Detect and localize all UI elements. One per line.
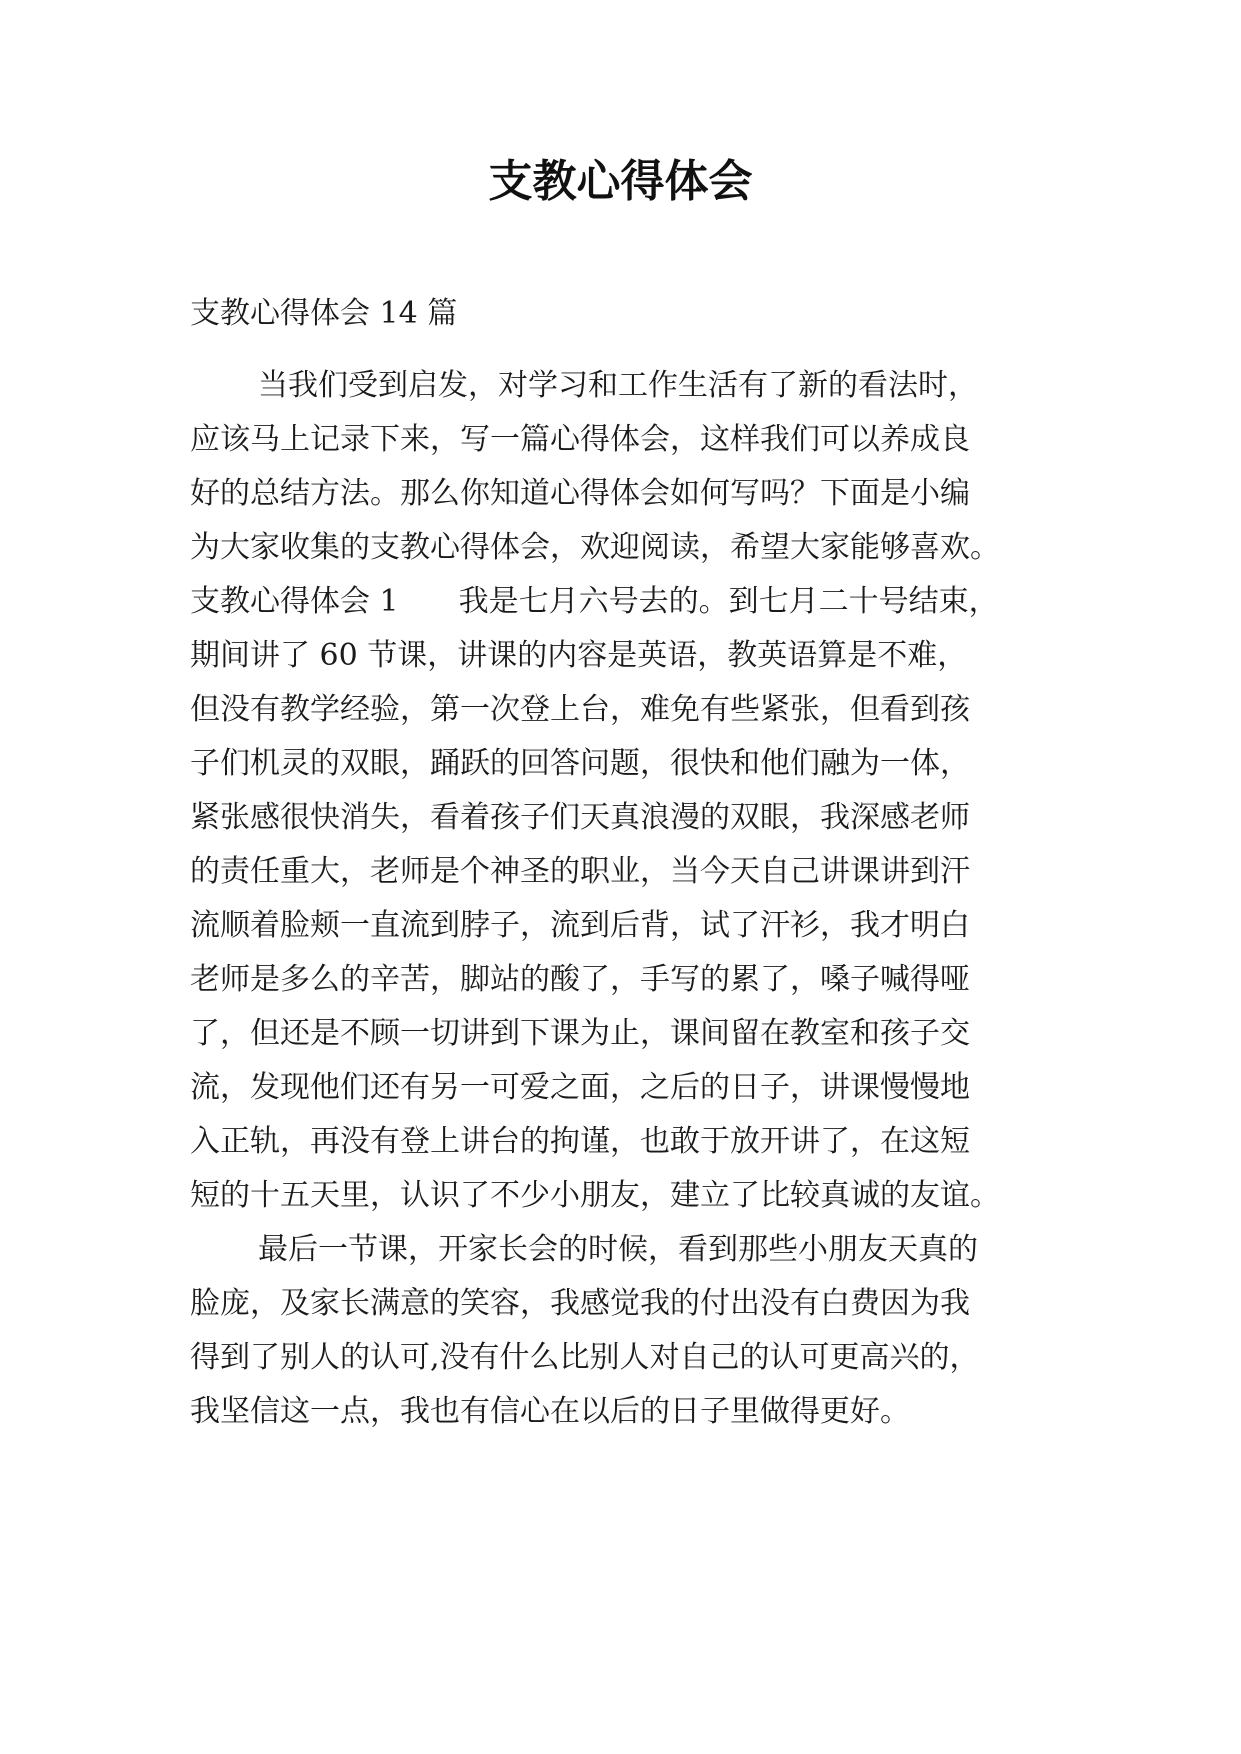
document-subtitle: 支教心得体会 14 篇 (190, 296, 458, 331)
paragraph-line: 最后一节课，开家长会的时候，看到那些小朋友天真的 (258, 1232, 978, 1267)
paragraph-line: 好的总结方法。那么你知道心得体会如何写吗？下面是小编 (190, 476, 970, 511)
paragraph-line: 脸庞，及家长满意的笑容，我感觉我的付出没有白费因为我 (190, 1286, 970, 1321)
paragraph-line: 老师是多么的辛苦，脚站的酸了，手写的累了，嗓子喊得哑 (190, 962, 970, 997)
paragraph-line: 紧张感很快消失，看着孩子们天真浪漫的双眼，我深感老师 (190, 800, 970, 835)
paragraph-line: 应该马上记录下来，写一篇心得体会，这样我们可以养成良 (190, 422, 970, 457)
paragraph-line: 当我们受到启发，对学习和工作生活有了新的看法时， (258, 368, 978, 403)
paragraph-line: 入正轨，再没有登上讲台的拘谨，也敢于放开讲了，在这短 (190, 1124, 970, 1159)
paragraph-line: 期间讲了 60 节课，讲课的内容是英语，教英语算是不难， (190, 638, 968, 673)
paragraph-line: 得到了别人的认可,没有什么比别人对自己的认可更高兴的， (190, 1340, 980, 1375)
paragraph-line: 为大家收集的支教心得体会，欢迎阅读，希望大家能够喜欢。 (190, 530, 1000, 565)
paragraph-line: 短的十五天里，认识了不少小朋友，建立了比较真诚的友谊。 (190, 1178, 1000, 1213)
page-title: 支教心得体会 (488, 156, 753, 207)
paragraph-line: 子们机灵的双眼，踊跃的回答问题，很快和他们融为一体， (190, 746, 970, 781)
paragraph-line: 支教心得体会 1 我是七月六号去的。到七月二十号结束， (190, 584, 999, 619)
paragraph-line: 我坚信这一点，我也有信心在以后的日子里做得更好。 (190, 1394, 910, 1429)
paragraph-line: 了，但还是不顾一切讲到下课为止，课间留在教室和孩子交 (190, 1016, 970, 1051)
paragraph-line: 但没有教学经验，第一次登上台，难免有些紧张，但看到孩 (190, 692, 970, 727)
paragraph-line: 的责任重大，老师是个神圣的职业，当今天自己讲课讲到汗 (190, 854, 970, 889)
paragraph-line: 流，发现他们还有另一可爱之面，之后的日子，讲课慢慢地 (190, 1070, 970, 1105)
paragraph-line: 流顺着脸颊一直流到脖子，流到后背，试了汗衫，我才明白 (190, 908, 970, 943)
